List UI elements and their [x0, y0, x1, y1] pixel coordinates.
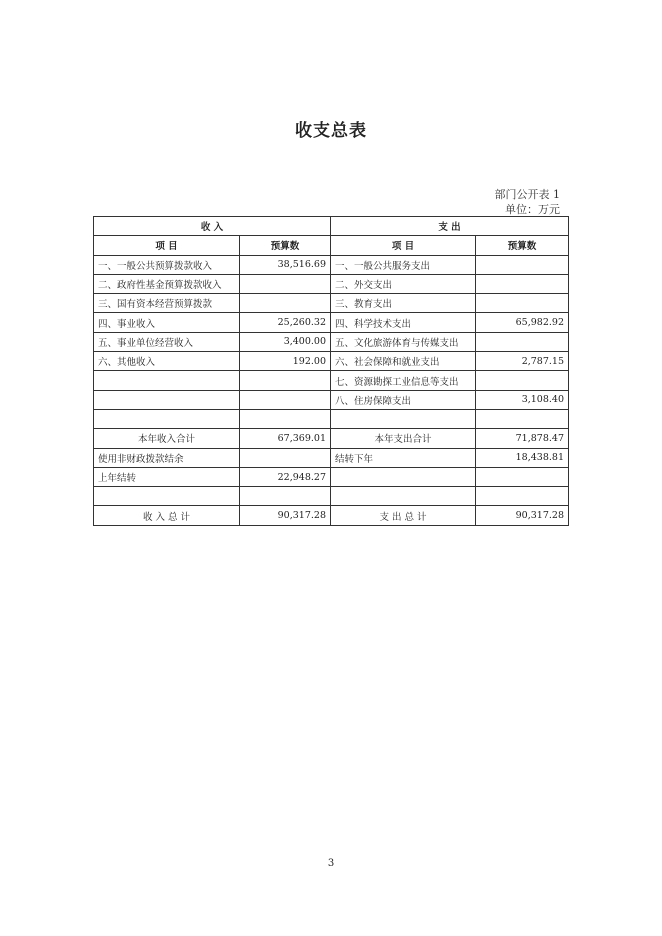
table-row: [94, 352, 569, 371]
expense-amount-cell: 71,878.47: [476, 429, 569, 448]
expense-amount-cell: 90,317.28: [476, 506, 569, 525]
expense-header: 支 出: [331, 217, 569, 236]
income-amount-cell: [240, 294, 331, 313]
expense-amount-cell: 3,108.40: [476, 390, 569, 409]
table-row: [94, 255, 569, 274]
table-number: 部门公开表 1: [494, 188, 560, 201]
expense-item-cell: 支 出 总 计: [331, 506, 476, 525]
expense-amount-cell: 18,438.81: [476, 448, 569, 467]
income-item-cell: [94, 371, 240, 390]
table-row: [94, 390, 569, 409]
table-row: [94, 409, 569, 428]
expense-amount-cell: [476, 409, 569, 428]
income-amount-cell: 90,317.28: [240, 506, 331, 525]
expense-amount-cell: [476, 467, 569, 486]
table-row: [94, 429, 569, 448]
expense-item-cell: 四、科学技术支出: [331, 313, 476, 332]
table-row: [94, 332, 569, 351]
income-item-cell: 一、一般公共预算拨款收入: [94, 255, 240, 274]
income-header: 收 入: [94, 217, 331, 236]
income-item-cell: 使用非财政拨款结余: [94, 448, 240, 467]
expense-amount-cell: [476, 487, 569, 506]
income-amount-cell: 25,260.32: [240, 313, 331, 332]
income-item-cell: 收 入 总 计: [94, 506, 240, 525]
income-item-cell: 六、其他收入: [94, 352, 240, 371]
expense-amount-cell: [476, 371, 569, 390]
expense-item-cell: [331, 467, 476, 486]
table-row: [94, 506, 569, 525]
page-title: 收支总表: [295, 121, 367, 141]
income-item-header: 项 目: [94, 236, 240, 255]
expense-amount-cell: [476, 255, 569, 274]
income-amount-cell: [240, 371, 331, 390]
section-header-row: [94, 217, 569, 236]
income-item-cell: 三、国有资本经营预算拨款: [94, 294, 240, 313]
expense-item-header: 项 目: [331, 236, 476, 255]
table-row: [94, 487, 569, 506]
unit-label: 单位：万元: [505, 203, 560, 216]
table-row: [94, 448, 569, 467]
income-item-cell: [94, 409, 240, 428]
income-amount-cell: [240, 487, 331, 506]
income-item-cell: 五、事业单位经营收入: [94, 332, 240, 351]
expense-item-cell: 三、教育支出: [331, 294, 476, 313]
income-item-cell: [94, 487, 240, 506]
income-amount-cell: [240, 448, 331, 467]
income-item-cell: 本年收入合计: [94, 429, 240, 448]
expense-item-cell: 本年支出合计: [331, 429, 476, 448]
income-item-cell: 二、政府性基金预算拨款收入: [94, 274, 240, 293]
income-amount-cell: [240, 390, 331, 409]
income-amount-cell: 22,948.27: [240, 467, 331, 486]
table-row: [94, 313, 569, 332]
expense-amount-cell: [476, 294, 569, 313]
income-amount-cell: [240, 274, 331, 293]
table-row: [94, 371, 569, 390]
expense-item-cell: [331, 487, 476, 506]
expense-item-cell: 八、住房保障支出: [331, 390, 476, 409]
column-header-row: [94, 236, 569, 255]
expense-item-cell: 结转下年: [331, 448, 476, 467]
income-item-cell: 上年结转: [94, 467, 240, 486]
income-item-cell: 四、事业收入: [94, 313, 240, 332]
expense-item-cell: 五、文化旅游体育与传媒支出: [331, 332, 476, 351]
expense-item-cell: 二、外交支出: [331, 274, 476, 293]
income-amount-cell: 192.00: [240, 352, 331, 371]
table-row: [94, 274, 569, 293]
expense-amount-cell: 2,787.15: [476, 352, 569, 371]
income-amount-cell: 3,400.00: [240, 332, 331, 351]
expense-amount-cell: 65,982.92: [476, 313, 569, 332]
income-amount-cell: 38,516.69: [240, 255, 331, 274]
table-row: [94, 467, 569, 486]
income-budget-header: 预算数: [240, 236, 331, 255]
income-amount-cell: [240, 409, 331, 428]
expense-amount-cell: [476, 274, 569, 293]
expense-item-cell: 一、一般公共服务支出: [331, 255, 476, 274]
expense-item-cell: 七、资源勘探工业信息等支出: [331, 371, 476, 390]
table-row: [94, 294, 569, 313]
expense-budget-header: 预算数: [476, 236, 569, 255]
page-number: 3: [327, 858, 335, 869]
income-amount-cell: 67,369.01: [240, 429, 331, 448]
expense-item-cell: 六、社会保障和就业支出: [331, 352, 476, 371]
expense-item-cell: [331, 409, 476, 428]
income-expense-table: [93, 216, 569, 526]
expense-amount-cell: [476, 332, 569, 351]
income-item-cell: [94, 390, 240, 409]
